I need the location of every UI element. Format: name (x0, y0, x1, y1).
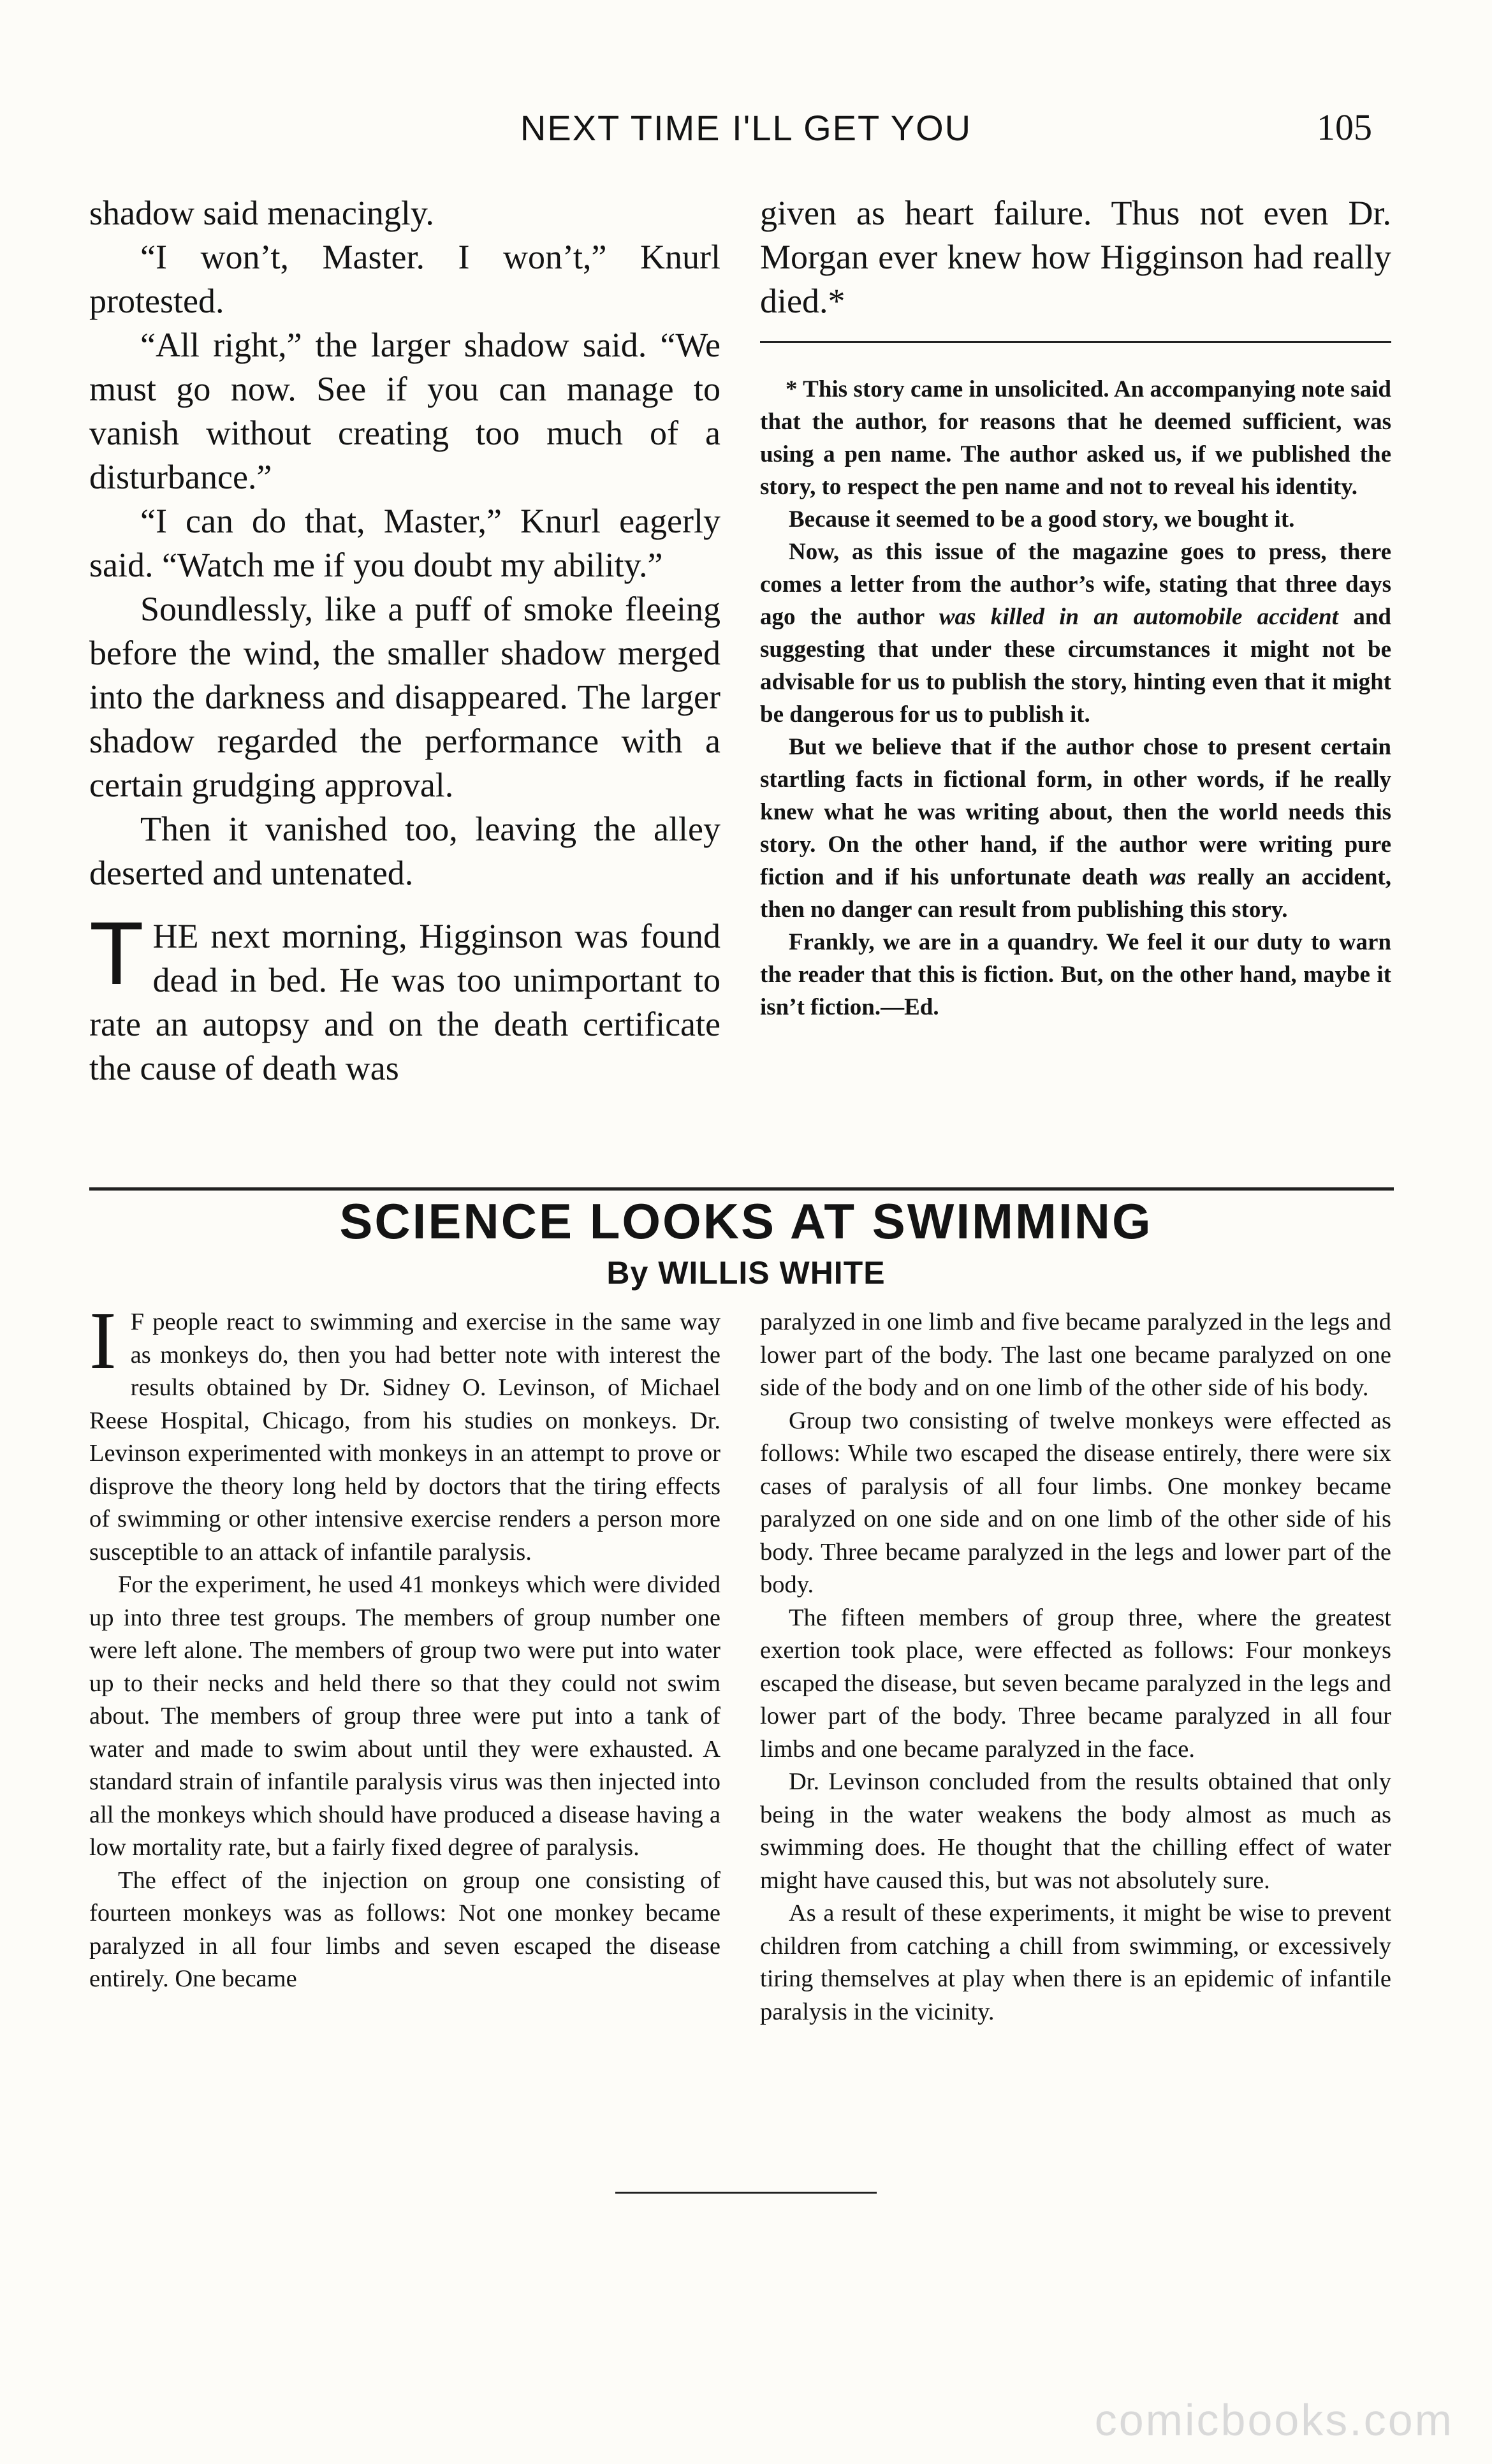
page-header (0, 96, 1492, 166)
note-divider (760, 341, 1391, 343)
section-divider (89, 1187, 1394, 1191)
note-text: and suggesting that under these circumstances it might not be advisable for us to publish the story, hinting even that it might be dangerous for us to publish it. (760, 604, 1391, 728)
article-paragraph: As a result of these experiments, it might be wise to prevent children from catching a chill from swimming, or excessively tiring themselves at play when there is an epidemic of infantile paralysis in the vicinity. (760, 1900, 1391, 2025)
note-text: really an accident, then no danger can result from publishing this story. (760, 864, 1391, 923)
note-italic-text: was killed in an automobile accident (939, 604, 1339, 630)
note-paragraph: * This story came in unsolicited. An accompanying note said that the author, for reasons that he deemed sufficient, was using a pen name. The author asked us, if we published the story, to respect the pen name and not to reveal his identity. (760, 376, 1391, 500)
running-title: NEXT TIME I'LL GET YOU (520, 108, 972, 148)
article-byline: By WILLIS WHITE (606, 1255, 886, 1291)
end-rule (615, 2192, 877, 2194)
editor-note (760, 373, 1391, 1023)
story-paragraph: shadow said menacingly. (89, 194, 434, 232)
story-paragraph: “I can do that, Master,” Knurl eagerly said. “Watch me if you doubt my ability.” (89, 502, 720, 584)
article-paragraph: The fifteen members of group three, where the greatest exertion took place, were effected as follows: Four monkeys escaped the disease, but seven became paralyzed in the legs and lower part of the body. Three became paralyzed in all four limbs and one became paralyzed in the face. (760, 1604, 1391, 1763)
note-paragraph (760, 731, 1391, 926)
note-paragraph: Frankly, we are in a quandry. We feel it our duty to warn the reader that this is fiction. But, on the other hand, maybe it isn’t fiction.—Ed. (760, 929, 1391, 1020)
story-paragraph: Soundlessly, like a puff of smoke fleeing before the wind, the smaller shadow merged into the darkness and disappeared. The larger shadow regarded the performance with a certain grudging approval. (89, 590, 720, 804)
story-drop-cap: T (89, 903, 144, 1003)
article-drop-paragraph (89, 1295, 720, 1569)
note-paragraph: Because it seemed to be a good story, we bought it. (789, 506, 1295, 532)
article-drop-text: F people react to swimming and exercise in the same way as monkeys do, then you had better note with interest the results obtained by Dr. Sidney O. Levinson, of Michael Reese Hospital, Chicago, from his studies on monkeys. Dr. Levinson experimented with monkeys in an attempt to prove or disprove the theory long held by doctors that the tiring effects of swimming or other intensive exercise renders a person more susceptible to an attack of infantile paralysis. (89, 1309, 720, 1566)
article-paragraph: Dr. Levinson concluded from the results obtained that only being in the water weakens the body almost as much as swimming does. He thought that the chilling effect of water might have caused this, but was not absolutely sure. (760, 1768, 1391, 1894)
article-paragraph: The effect of the injection on group one consisting of fourteen monkeys was as follows: Not one monkey became paralyzed in all four limbs and seven escaped the disease entirely. One became (89, 1866, 720, 1992)
note-paragraph (760, 536, 1391, 731)
story-paragraph: “All right,” the larger shadow said. “We must go now. See if you can manage to vanish without creating too much of a disturbance.” (89, 326, 720, 496)
story-drop-paragraph (89, 903, 720, 1090)
watermark: comicbooks.com (1094, 2395, 1454, 2445)
article-title: SCIENCE LOOKS AT SWIMMING (339, 1193, 1153, 1249)
note-text: But we believe that if the author chose to present certain startling facts in fictional form, in other words, if he really knew what he was writing about, then the world needs this story. On the other hand, if the author were writing pure fiction and if his unfortunate death (760, 734, 1391, 890)
article-left-column (89, 1295, 720, 1996)
note-italic-text: was (1149, 864, 1187, 890)
article-drop-cap: I (89, 1295, 117, 1386)
story-paragraph: Then it vanished too, leaving the alley deserted and untenated. (89, 810, 720, 892)
article-paragraph: paralyzed in one limb and five became paralyzed in the legs and lower part of the body. The last one became paralyzed on one side of the body and on one limb of the other side of his body. (760, 1309, 1391, 1401)
story-paragraph: “I won’t, Master. I won’t,” Knurl protested. (89, 238, 720, 320)
page-number: 105 (1317, 106, 1372, 148)
article-paragraph: For the experiment, he used 41 monkeys which were divided up into three test groups. The members of group number one were left alone. The members of group two were put into water up to their necks and held there so that they could not swim about. The members of group three were put into a tank of water and made to swim about until they were exhausted. A standard strain of infantile paralysis virus was then injected into all the monkeys which should have produced a disease having a low mortality rate, but a fairly fixed degree of paralysis. (89, 1571, 720, 1861)
note-text: Now, as this issue of the magazine goes to press, there comes a letter from the author’s wife, stating that three days ago the author (760, 539, 1391, 630)
story-paragraph: given as heart failure. Thus not even Dr. Morgan ever knew how Higginson had really died.* (760, 194, 1391, 320)
story-left-column (89, 191, 720, 1090)
story-drop-text: HE next morning, Higginson was found dead in bed. He was too unimportant to rate an autopsy and on the death certificate the cause of death was (89, 917, 720, 1087)
story-right-column (760, 191, 1391, 323)
article-right-column (760, 1306, 1391, 2028)
article-paragraph: Group two consisting of twelve monkeys were effected as follows: While two escaped the disease entirely, there were six cases of paralysis of all four limbs. One monkey became paralyzed on one side and on one limb of the other side of his body. Three became paralyzed in the legs and lower part of the body. (760, 1407, 1391, 1598)
